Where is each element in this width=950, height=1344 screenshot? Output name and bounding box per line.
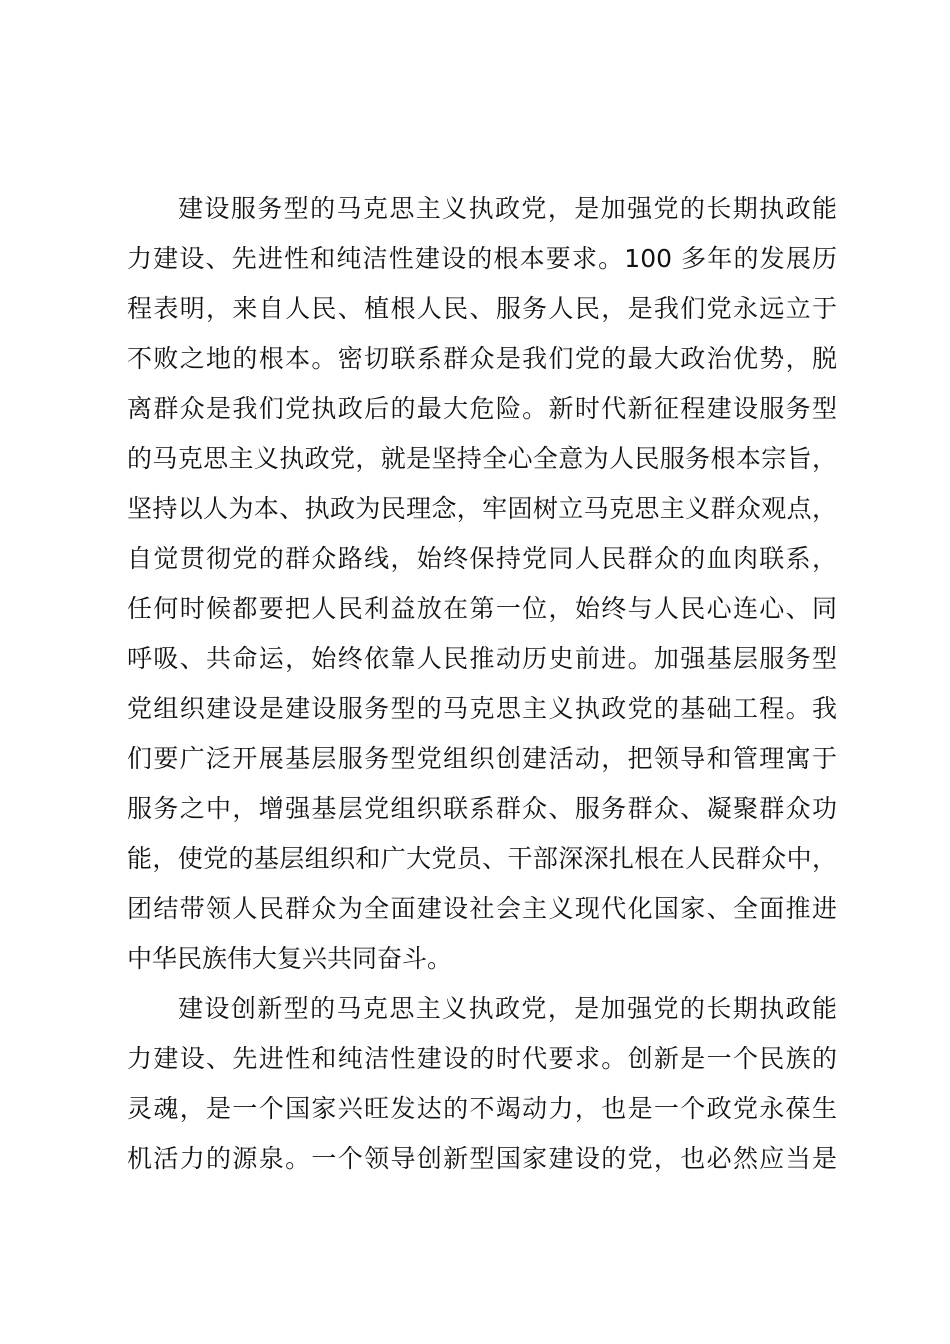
document-body: [127, 184, 837, 1184]
text-line: 程表明，来自人民、植根人民、服务人民，是我们党永远立于: [127, 294, 837, 323]
text-line: 中华民族伟大复兴共同奋斗。: [127, 944, 453, 973]
text-line: 党组织建设是建设服务型的马克思主义执政党的基础工程。我: [127, 694, 837, 723]
paragraph-service-party: [127, 184, 837, 984]
text-line: 自觉贯彻党的群众路线，始终保持党同人民群众的血肉联系，: [127, 544, 837, 573]
text-line: 任何时候都要把人民利益放在第一位，始终与人民心连心、同: [127, 594, 837, 623]
text-line: 不败之地的根本。密切联系群众是我们党的最大政治优势，脱: [127, 344, 837, 373]
text-line: 建设创新型的马克思主义执政党，是加强党的长期执政能: [178, 994, 837, 1023]
text-line: 建设服务型的马克思主义执政党，是加强党的长期执政能: [178, 194, 837, 223]
text-line: 坚持以人为本、执政为民理念，牢固树立马克思主义群众观点，: [127, 494, 837, 523]
text-line: 的马克思主义执政党，就是坚持全心全意为人民服务根本宗旨，: [127, 444, 837, 473]
text-line: 呼吸、共命运，始终依靠人民推动历史前进。加强基层服务型: [127, 644, 837, 673]
paragraph-innovative-party: [127, 984, 837, 1184]
text-line: 团结带领人民群众为全面建设社会主义现代化国家、全面推进: [127, 894, 837, 923]
text-line: 力建设、先进性和纯洁性建设的根本要求。100 多年的发展历: [127, 244, 837, 273]
text-line: 们要广泛开展基层服务型党组织创建活动，把领导和管理寓于: [127, 744, 837, 773]
text-line: 能，使党的基层组织和广大党员、干部深深扎根在人民群众中，: [127, 844, 837, 873]
text-line: 服务之中，增强基层党组织联系群众、服务群众、凝聚群众功: [127, 794, 837, 823]
text-line: 灵魂，是一个国家兴旺发达的不竭动力，也是一个政党永葆生: [127, 1094, 837, 1123]
text-line: 离群众是我们党执政后的最大危险。新时代新征程建设服务型: [127, 394, 837, 423]
text-line: 机活力的源泉。一个领导创新型国家建设的党，也必然应当是: [127, 1144, 837, 1173]
text-line: 力建设、先进性和纯洁性建设的时代要求。创新是一个民族的: [127, 1044, 837, 1073]
